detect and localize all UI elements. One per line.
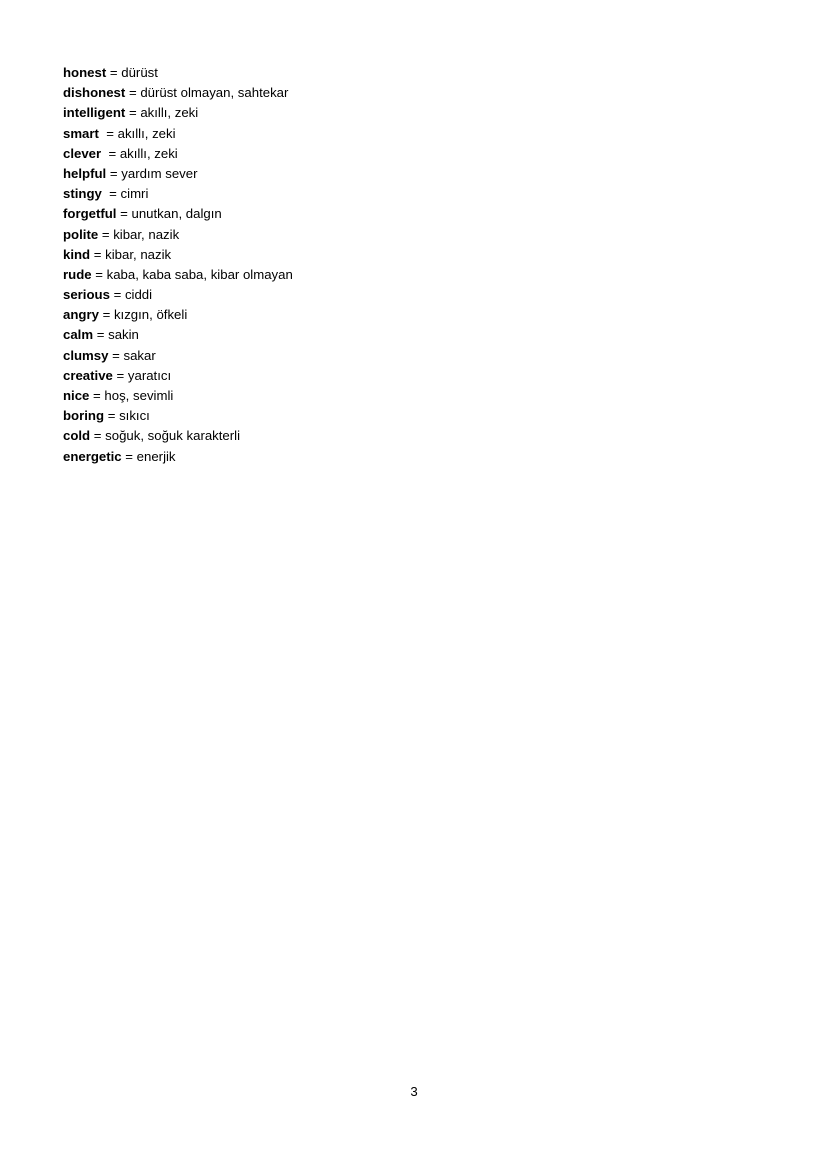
term: nice xyxy=(63,388,90,403)
page-number: 3 xyxy=(410,1084,418,1099)
meaning: soğuk, soğuk karakterli xyxy=(105,428,241,444)
term: rude xyxy=(63,266,92,282)
separator: = xyxy=(89,388,105,403)
term: calm xyxy=(63,327,94,343)
separator: = xyxy=(90,428,106,444)
vocabulary-entry-forgetful xyxy=(63,204,293,224)
separator: = xyxy=(101,186,121,202)
vocabulary-entry-polite xyxy=(63,225,293,245)
term: stingy xyxy=(63,186,102,202)
separator: = xyxy=(90,246,106,262)
separator: = xyxy=(125,85,141,101)
separator: = xyxy=(125,105,141,121)
meaning: kaba, kaba saba, kibar olmayan xyxy=(106,266,293,282)
vocabulary-entry-stingy xyxy=(63,184,293,204)
separator: = xyxy=(112,367,128,383)
separator: = xyxy=(91,266,107,282)
meaning: yardım sever xyxy=(121,165,198,181)
vocabulary-entry-clever xyxy=(63,144,293,164)
vocabulary-list xyxy=(63,63,293,467)
term: clever xyxy=(63,145,102,161)
term: dishonest xyxy=(63,85,126,101)
term: boring xyxy=(63,408,105,424)
meaning: hoş, sevimli xyxy=(104,388,174,403)
term: helpful xyxy=(63,165,107,181)
separator: = xyxy=(121,448,137,464)
meaning: enerjik xyxy=(136,448,176,464)
vocabulary-entry-helpful xyxy=(63,164,293,184)
meaning: akıllı, zeki xyxy=(140,105,199,121)
meaning: kibar, nazik xyxy=(113,226,180,242)
term: clumsy xyxy=(63,347,109,363)
meaning: akıllı, zeki xyxy=(117,125,176,141)
meaning: sakin xyxy=(108,327,139,343)
term: creative xyxy=(63,367,113,383)
term: forgetful xyxy=(63,206,117,222)
term: energetic xyxy=(63,448,122,464)
term: serious xyxy=(63,287,110,303)
term: angry xyxy=(63,307,99,323)
vocabulary-entry-creative xyxy=(63,366,293,386)
term: polite xyxy=(63,226,99,242)
meaning: kibar, nazik xyxy=(105,246,172,262)
vocabulary-entry-energetic xyxy=(63,447,293,467)
vocabulary-entry-kind xyxy=(63,245,293,265)
meaning: kızgın, öfkeli xyxy=(113,307,188,323)
separator: = xyxy=(104,408,120,424)
separator: = xyxy=(98,125,118,141)
meaning: unutkan, dalgın xyxy=(131,206,222,222)
vocabulary-entry-clumsy xyxy=(63,346,293,366)
meaning: dürüst olmayan, sahtekar xyxy=(140,85,289,101)
separator: = xyxy=(116,206,132,222)
term: smart xyxy=(63,125,99,141)
vocabulary-entry-serious xyxy=(63,285,293,305)
term: honest xyxy=(63,65,107,80)
separator: = xyxy=(93,327,109,343)
meaning: dürüst xyxy=(121,65,158,80)
vocabulary-entry-cold xyxy=(63,426,293,446)
term: intelligent xyxy=(63,105,126,121)
separator: = xyxy=(101,145,120,161)
vocabulary-entry-calm xyxy=(63,325,293,345)
vocabulary-entry-boring xyxy=(63,406,293,426)
meaning: yaratıcı xyxy=(127,367,172,383)
vocabulary-entry-angry xyxy=(63,305,293,325)
meaning: akıllı, zeki xyxy=(119,145,178,161)
separator: = xyxy=(98,226,114,242)
vocabulary-entry-honest xyxy=(63,63,293,83)
vocabulary-entry-smart xyxy=(63,124,293,144)
vocabulary-entry-dishonest xyxy=(63,83,293,103)
separator: = xyxy=(98,307,114,323)
separator: = xyxy=(109,287,125,303)
term: kind xyxy=(63,246,91,262)
meaning: cimri xyxy=(120,186,149,202)
meaning: sakar xyxy=(123,347,156,363)
term: cold xyxy=(63,428,91,444)
separator: = xyxy=(106,65,122,80)
vocabulary-entry-intelligent xyxy=(63,103,293,123)
vocabulary-entry-nice xyxy=(63,386,293,406)
vocabulary-entry-rude xyxy=(63,265,293,285)
separator: = xyxy=(108,347,124,363)
separator: = xyxy=(106,165,122,181)
meaning: ciddi xyxy=(124,287,153,303)
meaning: sıkıcı xyxy=(119,408,150,424)
